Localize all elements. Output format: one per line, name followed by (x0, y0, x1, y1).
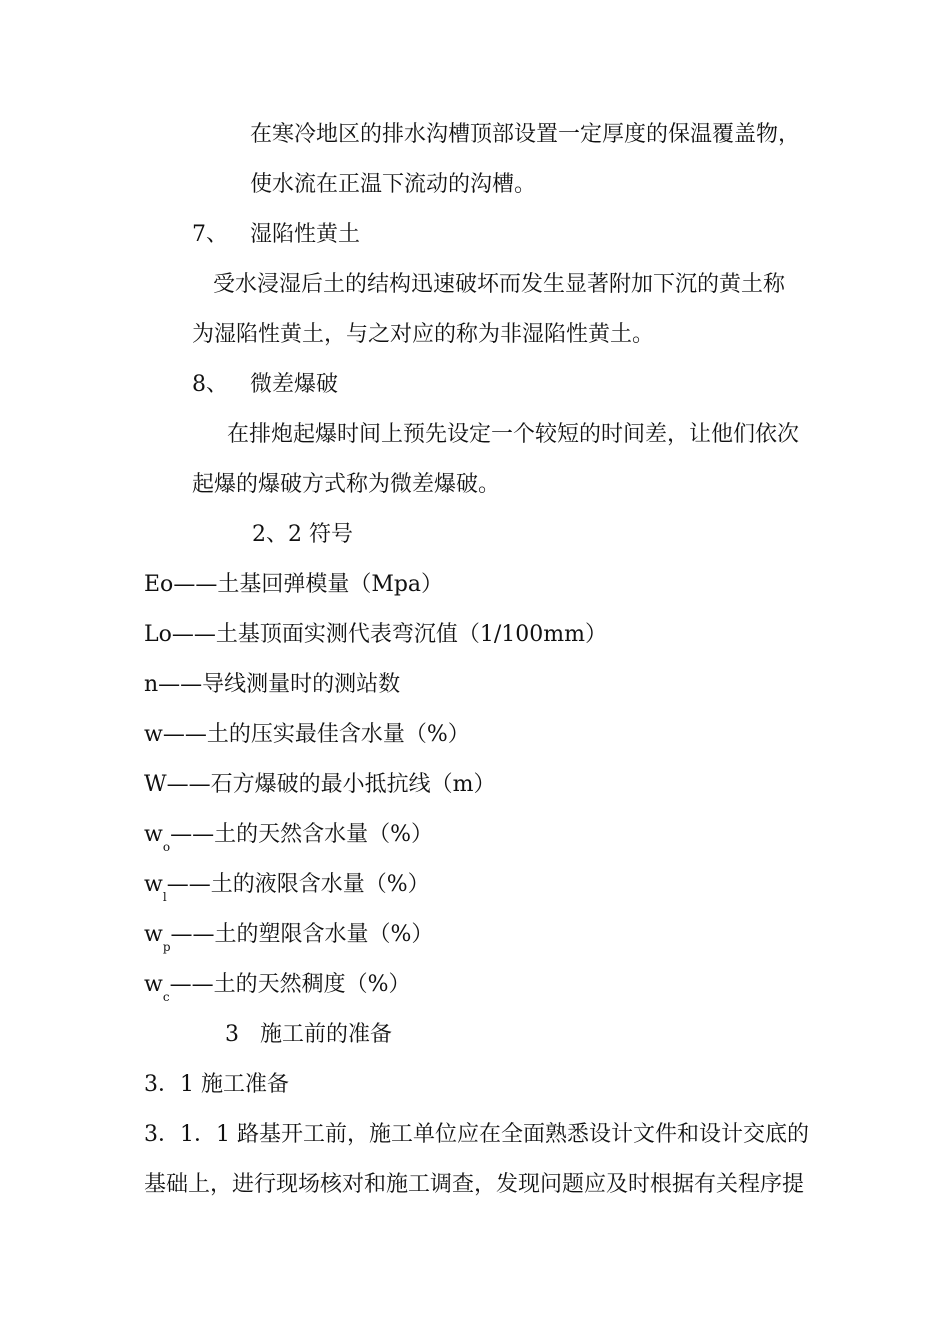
section-heading-2-2: 2、2 符号 (252, 522, 353, 547)
symbol: W (144, 772, 167, 797)
symbol-row (144, 570, 443, 600)
symbol-row (144, 620, 607, 650)
symbol-description: ——土的塑限含水量（%） (170, 922, 434, 947)
symbol-row (144, 820, 433, 854)
symbol-description: ——土的天然含水量（%） (170, 822, 433, 847)
symbol: w (144, 872, 163, 897)
symbol-row (144, 770, 496, 800)
symbol-subscript: c (162, 990, 170, 1004)
item-title: 湿陷性黄土 (250, 222, 361, 247)
symbol-description: ——土基回弹模量（Mpa） (173, 572, 444, 597)
paragraph-line: 在排炮起爆时间上预先设定一个较短的时间差，让他们依次 (227, 422, 800, 447)
paragraph-line: 使水流在正温下流动的沟槽。 (250, 172, 537, 197)
symbol-description: ——导线测量时的测站数 (158, 672, 401, 697)
symbol-description: ——土的天然稠度（%） (169, 972, 411, 997)
symbol-row (144, 870, 430, 904)
symbol-row (144, 670, 400, 700)
symbol-row (144, 970, 411, 1004)
paragraph-line: 基础上，进行现场核对和施工调查，发现问题应及时根据有关程序提 (144, 1172, 805, 1197)
symbol-description: ——土基顶面实测代表弯沉值（1/100mm） (171, 622, 607, 647)
symbol: n (144, 672, 159, 697)
item-heading-7 (192, 220, 360, 250)
paragraph-line: 受水浸湿后土的结构迅速破坏而发生显著附加下沉的黄土称 (213, 272, 786, 297)
symbol-subscript: o (162, 840, 171, 854)
paragraph-line: 起爆的爆破方式称为微差爆破。 (192, 472, 501, 497)
item-heading-8 (192, 370, 338, 400)
symbol: w (144, 722, 163, 747)
symbol-description: ——土的液限含水量（%） (166, 872, 430, 897)
symbol: Lo (144, 622, 172, 647)
item-number: 7、 (192, 222, 228, 247)
symbol-row (144, 920, 434, 954)
symbol-description: ——土的压实最佳含水量（%） (162, 722, 470, 747)
paragraph-line: 在寒冷地区的排水沟槽顶部设置一定厚度的保温覆盖物， (250, 122, 801, 147)
symbol-subscript: l (162, 890, 167, 904)
symbol: w (144, 972, 163, 997)
symbol: w (144, 922, 163, 947)
chapter-heading-3: 3 施工前的准备 (225, 1022, 392, 1047)
symbol-subscript: p (162, 940, 171, 954)
symbol: w (144, 822, 163, 847)
symbol-row (144, 720, 470, 750)
item-title: 微差爆破 (250, 372, 339, 397)
item-number: 8、 (192, 372, 228, 397)
symbol-description: ——石方爆破的最小抵抗线（m） (166, 772, 496, 797)
symbol: Eo (144, 572, 174, 597)
paragraph-line: 为湿陷性黄土，与之对应的称为非湿陷性黄土。 (192, 322, 655, 347)
section-heading-3-1: 3．1 施工准备 (144, 1072, 289, 1097)
paragraph-line: 3．1．1 路基开工前，施工单位应在全面熟悉设计文件和设计交底的 (144, 1122, 809, 1147)
